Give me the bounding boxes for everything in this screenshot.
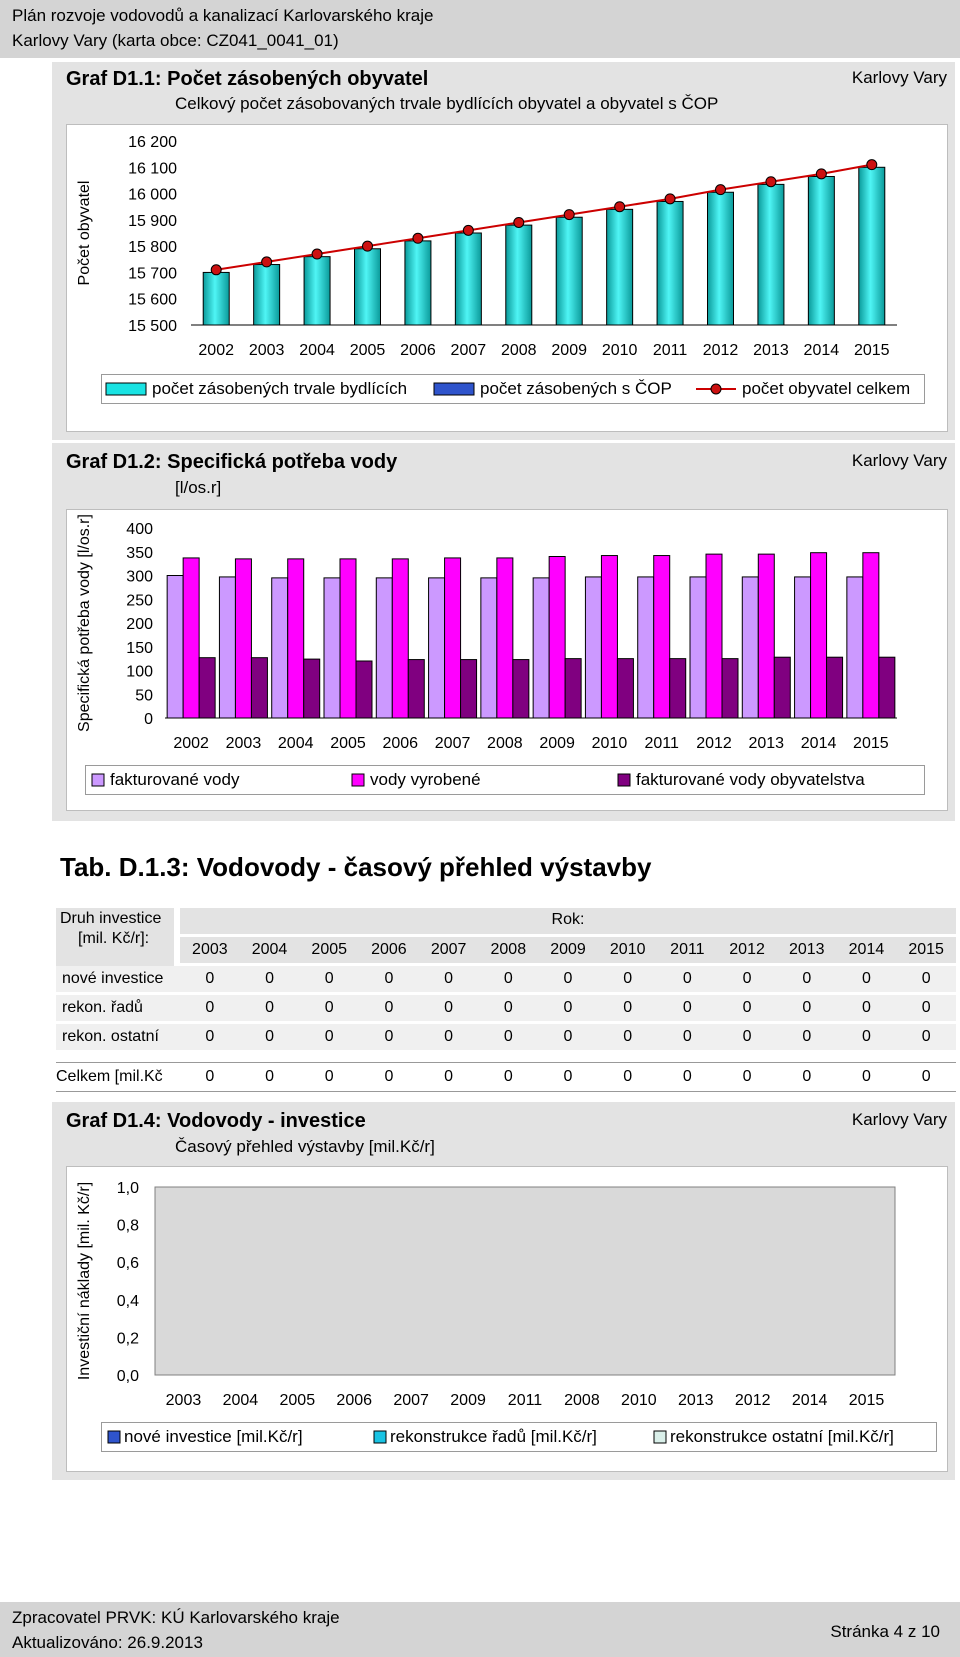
graph1-bar xyxy=(405,241,431,325)
graph1-bar xyxy=(506,225,532,325)
table-cell: 0 xyxy=(921,1028,931,1045)
graph4-x-tick-label: 2006 xyxy=(336,1392,373,1409)
graph2-bar-vyrobene xyxy=(863,553,879,718)
graph4-x-tick-label: 2008 xyxy=(564,1392,600,1409)
graph2-bar-vyrobene xyxy=(183,558,199,718)
graph1-bar xyxy=(708,192,734,325)
legend-swatch-cop xyxy=(434,383,474,395)
graph2-bar-fakturovane xyxy=(533,578,549,718)
table-header-rok-bg xyxy=(180,908,956,934)
table-year-header: 2011 xyxy=(670,941,705,958)
table-cell: 0 xyxy=(862,1068,871,1085)
graph2-bar-fakturovane xyxy=(847,577,863,718)
graph4-x-tick-label: 2013 xyxy=(677,1392,714,1409)
graph2-x-tick-label: 2011 xyxy=(644,735,679,752)
table-cell: 0 xyxy=(503,1028,513,1045)
legend-swatch-vyrobene xyxy=(352,774,364,786)
graph1-x-tick-label: 2007 xyxy=(450,342,487,359)
table-cell: 0 xyxy=(205,970,215,987)
table-title: Tab. D.1.3: Vodovody - časový přehled výstavby xyxy=(60,852,652,882)
graph4-x-tick-label: 2015 xyxy=(848,1392,885,1409)
table-year-header: 2009 xyxy=(550,941,586,958)
legend-swatch-fakturovane xyxy=(92,774,104,786)
graph2-bar-vyrobene xyxy=(706,554,722,718)
footer-page-number: Stránka 4 z 10 xyxy=(830,1622,940,1641)
table-cell: 0 xyxy=(205,1068,215,1085)
table-cell: 0 xyxy=(802,1028,812,1045)
graph2-bar-fakturovane xyxy=(638,577,654,718)
graph4-y-tick-label: 0,2 xyxy=(116,1330,139,1348)
graph4-y-axis-label: Investiční náklady [mil. Kč/r] xyxy=(76,1181,93,1381)
footer-author: Zpracovatel PRVK: KÚ Karlovarského kraje xyxy=(12,1608,340,1627)
graph2-bar-obyvatelstva xyxy=(356,661,372,718)
table-header-label xyxy=(56,908,174,968)
graph2-bar-fakturovane xyxy=(167,576,183,719)
graph1-x-tick-label: 2005 xyxy=(349,342,386,359)
graph1-x-tick-label: 2003 xyxy=(248,342,285,359)
graph2-bar-obyvatelstva xyxy=(251,658,267,718)
table-year-header: 2003 xyxy=(192,941,228,958)
graph2-bar-fakturovane xyxy=(690,577,706,718)
table-year-header: 2014 xyxy=(848,941,885,958)
graph1-legend xyxy=(101,374,925,404)
graph2-y-tick-label: 250 xyxy=(126,592,153,610)
graph1-x-tick-label: 2010 xyxy=(601,342,638,359)
graph2-bar-vyrobene xyxy=(601,556,617,718)
table-row-label: rekon. řadů xyxy=(62,999,143,1016)
table-cell: 0 xyxy=(862,1028,871,1045)
graph1-subtitle: Celkový počet zásobovaných trvale bydlících obyvatel a obyvatel s ČOP xyxy=(175,94,719,113)
graph4-x-tick-label: 2004 xyxy=(222,1392,259,1409)
graph2-legend xyxy=(85,765,925,795)
graph4-title: Graf D1.4: Vodovody - investice xyxy=(66,1110,366,1132)
table-row xyxy=(56,995,956,1023)
graph1-x-tick-label: 2002 xyxy=(198,342,235,359)
table-cell: 0 xyxy=(862,970,871,987)
graph2-chart-area xyxy=(66,509,948,811)
legend-marker-total xyxy=(711,384,721,394)
graph2-bar-obyvatelstva xyxy=(304,659,320,718)
graph4-x-tick-label: 2003 xyxy=(165,1392,202,1409)
graph1-total-point xyxy=(867,160,877,170)
graph1-bar xyxy=(203,272,229,325)
graph2-y-axis-label: Specifická potřeba vody [l/os.r] xyxy=(76,514,93,732)
graph2-y-tick-label: 350 xyxy=(126,544,153,562)
graph1-x-tick-label: 2013 xyxy=(753,342,789,359)
table-year-header: 2013 xyxy=(788,941,825,958)
legend-swatch-nove xyxy=(108,1431,120,1443)
table-cell: 0 xyxy=(384,1028,394,1045)
graph1-total-point xyxy=(312,249,322,259)
graph2-x-tick-label: 2010 xyxy=(591,735,628,752)
table-year-header: 2010 xyxy=(609,941,646,958)
graph2-bar-fakturovane xyxy=(376,578,392,718)
table-cell: 0 xyxy=(802,970,812,987)
graph2-bar-vyrobene xyxy=(392,559,408,718)
legend-swatch-obyvatelstva xyxy=(618,774,630,786)
table-year-header: 2004 xyxy=(251,941,288,958)
table-cell: 0 xyxy=(384,999,394,1016)
graph2-y-tick-label: 300 xyxy=(126,568,153,586)
graph2-bar-vyrobene xyxy=(654,556,670,718)
graph4-y-tick-label: 0,6 xyxy=(116,1255,139,1273)
graph1-x-tick-label: 2008 xyxy=(500,342,537,359)
table-cell: 0 xyxy=(503,999,513,1016)
graph2-y-tick-label: 0 xyxy=(144,711,153,728)
table-year-header: 2007 xyxy=(430,941,467,958)
table-cell: 0 xyxy=(682,970,692,987)
graph2-bar-vyrobene xyxy=(549,557,565,719)
graph1-y-tick-label: 16 200 xyxy=(128,134,177,151)
table-cell: 0 xyxy=(503,970,513,987)
table-cell: 0 xyxy=(444,1028,454,1045)
legend-label-vyrobene: vody vyrobené xyxy=(370,770,481,789)
table-cell: 0 xyxy=(205,1028,215,1045)
table-cell: 0 xyxy=(324,970,334,987)
graph2-y-tick-label: 200 xyxy=(126,616,153,633)
graph2-bar-vyrobene xyxy=(288,559,304,718)
table-cell: 0 xyxy=(563,1028,573,1045)
graph2-bar-obyvatelstva xyxy=(565,659,581,718)
table-cell: 0 xyxy=(265,970,274,987)
graph2-x-tick-label: 2004 xyxy=(277,735,314,752)
table-year-header: 2015 xyxy=(908,941,944,958)
graph1-bar xyxy=(859,167,885,325)
graph2-bar-obyvatelstva xyxy=(617,659,633,718)
graph1-title: Graf D1.1: Počet zásobených obyvatel xyxy=(66,68,429,90)
graph1-bar xyxy=(304,257,330,325)
graph2-x-tick-label: 2008 xyxy=(487,735,523,752)
table-cell: 0 xyxy=(623,999,633,1016)
graph2-subtitle: [l/os.r] xyxy=(175,478,222,497)
graph1-x-tick-label: 2014 xyxy=(803,342,840,359)
graph2-bar-fakturovane xyxy=(272,578,288,718)
graph4-y-tick-label: 0,4 xyxy=(116,1292,139,1310)
graph1-total-point xyxy=(463,225,473,235)
graph1-bar xyxy=(556,217,582,325)
page-header xyxy=(0,0,960,58)
graph1-total-point xyxy=(413,233,423,243)
table-cell: 0 xyxy=(921,1068,931,1085)
table-cell: 0 xyxy=(384,970,394,987)
header-title: Plán rozvoje vodovodů a kanalizací Karlovarského kraje xyxy=(12,6,434,25)
table-year-header: 2008 xyxy=(490,941,527,958)
table-header-unit: [mil. Kč/r]: xyxy=(78,930,150,947)
graph2-bar-vyrobene xyxy=(497,558,513,718)
table-row xyxy=(56,966,956,994)
graph2-bar-obyvatelstva xyxy=(408,660,424,718)
table-cell: 0 xyxy=(205,999,215,1016)
graph1-bar xyxy=(657,201,683,325)
table-total-label: Celkem [mil.Kč xyxy=(56,1068,163,1085)
graph2-x-tick-label: 2009 xyxy=(539,735,575,752)
graph2-y-tick-label: 50 xyxy=(135,687,153,705)
graph1-x-tick-label: 2012 xyxy=(702,342,739,359)
graph2-x-tick-label: 2013 xyxy=(748,735,785,752)
graph2-bar-vyrobene xyxy=(340,559,356,718)
graph1-bar xyxy=(455,233,481,325)
table-cell: 0 xyxy=(862,999,871,1016)
table-cell: 0 xyxy=(742,999,752,1016)
graph1-total-point xyxy=(615,202,625,212)
graph1-y-tick-label: 16 000 xyxy=(128,186,177,204)
graph2-title: Graf D1.2: Specifická potřeba vody xyxy=(66,451,398,473)
header-subtitle: Karlovy Vary (karta obce: CZ041_0041_01) xyxy=(12,31,339,50)
page-footer xyxy=(0,1602,960,1657)
table-cell: 0 xyxy=(742,1068,752,1085)
table-cell: 0 xyxy=(444,999,454,1016)
table-cell: 0 xyxy=(623,970,633,987)
graph1-x-tick-label: 2009 xyxy=(551,342,588,359)
graph2-bar-fakturovane xyxy=(742,577,758,718)
graph1-panel xyxy=(52,62,955,440)
graph4-place: Karlovy Vary xyxy=(851,1110,947,1129)
table-cell: 0 xyxy=(324,999,334,1016)
graph1-y-tick-label: 15 900 xyxy=(128,212,177,230)
graph2-x-tick-label: 2014 xyxy=(800,735,837,752)
graph1-bar xyxy=(758,184,784,325)
graph2-x-tick-label: 2002 xyxy=(173,735,209,752)
graph1-total-point xyxy=(564,210,574,220)
table-cell: 0 xyxy=(384,1068,394,1085)
graph1-total-point xyxy=(665,194,675,204)
graph2-bar-obyvatelstva xyxy=(774,657,790,718)
graph4-x-tick-label: 2012 xyxy=(734,1392,771,1409)
graph2-bar-vyrobene xyxy=(445,558,461,718)
graph1-chart-area xyxy=(66,124,948,432)
graph2-bar-obyvatelstva xyxy=(461,660,477,718)
legend-label-rekon-radu: rekonstrukce řadů [mil.Kč/r] xyxy=(390,1427,597,1446)
graph2-bar-obyvatelstva xyxy=(827,657,843,718)
graph2-bar-obyvatelstva xyxy=(670,659,686,718)
graph2-y-tick-label: 100 xyxy=(126,663,153,681)
graph1-y-tick-label: 15 800 xyxy=(128,239,177,257)
graph1-y-tick-label: 15 600 xyxy=(128,291,177,309)
table-cell: 0 xyxy=(503,1068,513,1085)
legend-label-nove: nové investice [mil.Kč/r] xyxy=(124,1427,303,1446)
table-header-druh: Druh investice xyxy=(60,910,162,927)
graph1-total-point xyxy=(211,265,221,275)
graph2-bar-fakturovane xyxy=(429,578,445,718)
table-row-label: nové investice xyxy=(62,970,164,987)
legend-label-obyvatelstva: fakturované vody obyvatelstva xyxy=(636,770,865,789)
table-cell: 0 xyxy=(921,970,931,987)
graph1-total-point xyxy=(262,257,272,267)
legend-swatch-rekon-radu xyxy=(374,1431,386,1443)
table-cell: 0 xyxy=(682,1028,692,1045)
graph4-y-tick-label: 0,8 xyxy=(116,1217,139,1235)
graph4-plot-area xyxy=(155,1187,895,1375)
graph4-legend xyxy=(101,1422,937,1452)
table-cell: 0 xyxy=(623,1068,633,1085)
graph2-bar-fakturovane xyxy=(324,578,340,718)
graph4-panel xyxy=(52,1102,955,1480)
table-year-header: 2005 xyxy=(311,941,348,958)
graph2-x-tick-label: 2005 xyxy=(330,735,366,752)
graph2-y-tick-label: 150 xyxy=(126,639,153,657)
graph1-x-tick-label: 2015 xyxy=(853,342,890,359)
table-cell: 0 xyxy=(802,1068,812,1085)
table-cell: 0 xyxy=(265,1068,274,1085)
graph1-total-point xyxy=(716,185,726,195)
graph2-x-tick-label: 2007 xyxy=(434,735,471,752)
graph1-y-tick-label: 15 500 xyxy=(128,318,177,335)
table-row-label: rekon. ostatní xyxy=(62,1028,159,1045)
legend-label-fakturovane: fakturované vody xyxy=(110,770,240,789)
graph2-y-tick-label: 400 xyxy=(126,521,153,538)
table-cell: 0 xyxy=(563,970,573,987)
legend-label-cop: počet zásobených s ČOP xyxy=(480,379,672,398)
graph2-place: Karlovy Vary xyxy=(851,451,947,470)
table-cell: 0 xyxy=(742,1028,752,1045)
graph1-bar xyxy=(254,265,280,325)
graph1-y-tick-label: 15 700 xyxy=(128,265,177,283)
graph2-bar-obyvatelstva xyxy=(199,658,215,718)
graph4-x-tick-label: 2007 xyxy=(393,1392,429,1409)
graph1-bar xyxy=(607,209,633,325)
graph2-x-tick-label: 2015 xyxy=(853,735,889,752)
graph1-total-point xyxy=(514,217,524,227)
table-cell: 0 xyxy=(623,1028,633,1045)
graph4-subtitle: Časový přehled výstavby [mil.Kč/r] xyxy=(175,1137,435,1156)
table-cell: 0 xyxy=(802,999,812,1016)
graph2-bar-fakturovane xyxy=(219,577,235,718)
table-cell: 0 xyxy=(265,999,274,1016)
graph4-x-tick-label: 2010 xyxy=(621,1392,657,1409)
graph1-y-axis-label: Počet obyvatel xyxy=(76,180,93,286)
table-cell: 0 xyxy=(444,970,454,987)
graph4-y-tick-label: 0,0 xyxy=(116,1368,139,1385)
table-cell: 0 xyxy=(563,999,573,1016)
graph1-x-tick-label: 2004 xyxy=(299,342,335,359)
graph1-place: Karlovy Vary xyxy=(851,68,947,87)
graph2-x-tick-label: 2003 xyxy=(225,735,262,752)
table-year-row xyxy=(180,937,956,963)
table-year-header: 2006 xyxy=(371,941,407,958)
graph2-panel xyxy=(52,443,955,821)
legend-swatch-bar xyxy=(106,383,146,395)
table-cell: 0 xyxy=(265,1028,274,1045)
table-cell: 0 xyxy=(324,1028,334,1045)
table-row xyxy=(56,1024,956,1052)
graph2-x-tick-label: 2012 xyxy=(696,735,732,752)
graph1-total-point xyxy=(363,241,373,251)
graph2-bar-fakturovane xyxy=(795,577,811,718)
graph1-bar xyxy=(808,176,834,325)
graph2-bar-obyvatelstva xyxy=(513,660,529,718)
graph4-x-tick-label: 2011 xyxy=(507,1392,543,1409)
legend-label-bar: počet zásobených trvale bydlících xyxy=(152,379,408,398)
graph1-total-point xyxy=(766,177,776,187)
graph4-x-tick-label: 2005 xyxy=(279,1392,316,1409)
graph4-x-tick-label: 2009 xyxy=(450,1392,486,1409)
graph2-x-tick-label: 2006 xyxy=(382,735,419,752)
graph1-bar xyxy=(355,249,381,325)
legend-label-total: počet obyvatel celkem xyxy=(742,379,911,398)
graph2-bar-fakturovane xyxy=(481,578,497,718)
table-cell: 0 xyxy=(682,999,692,1016)
table-year-header: 2012 xyxy=(729,941,765,958)
graph2-bar-obyvatelstva xyxy=(722,659,738,718)
graph4-chart-area xyxy=(66,1166,948,1472)
graph2-bar-vyrobene xyxy=(758,554,774,718)
footer-updated: Aktualizováno: 26.9.2013 xyxy=(12,1633,203,1652)
table-cell: 0 xyxy=(324,1068,334,1085)
legend-label-rekon-ostatni: rekonstrukce ostatní [mil.Kč/r] xyxy=(670,1427,894,1446)
table-cell: 0 xyxy=(921,999,931,1016)
table-total-row xyxy=(56,1062,956,1092)
graph4-y-tick-label: 1,0 xyxy=(116,1180,139,1197)
graph2-bar-fakturovane xyxy=(585,577,601,718)
table-cell: 0 xyxy=(444,1068,454,1085)
graph4-x-tick-label: 2014 xyxy=(791,1392,828,1409)
graph1-x-tick-label: 2006 xyxy=(400,342,436,359)
table-cell: 0 xyxy=(742,970,752,987)
table-cell: 0 xyxy=(563,1068,573,1085)
graph1-total-point xyxy=(816,169,826,179)
graph2-bar-obyvatelstva xyxy=(879,657,895,718)
table-cell: 0 xyxy=(682,1068,692,1085)
legend-swatch-rekon-ostatni xyxy=(654,1431,666,1443)
graph1-y-tick-label: 16 100 xyxy=(128,160,177,178)
graph2-bar-vyrobene xyxy=(811,553,827,718)
graph2-bar-vyrobene xyxy=(235,559,251,718)
table-header-rok: Rok: xyxy=(551,911,585,928)
graph1-x-tick-label: 2011 xyxy=(652,342,688,359)
